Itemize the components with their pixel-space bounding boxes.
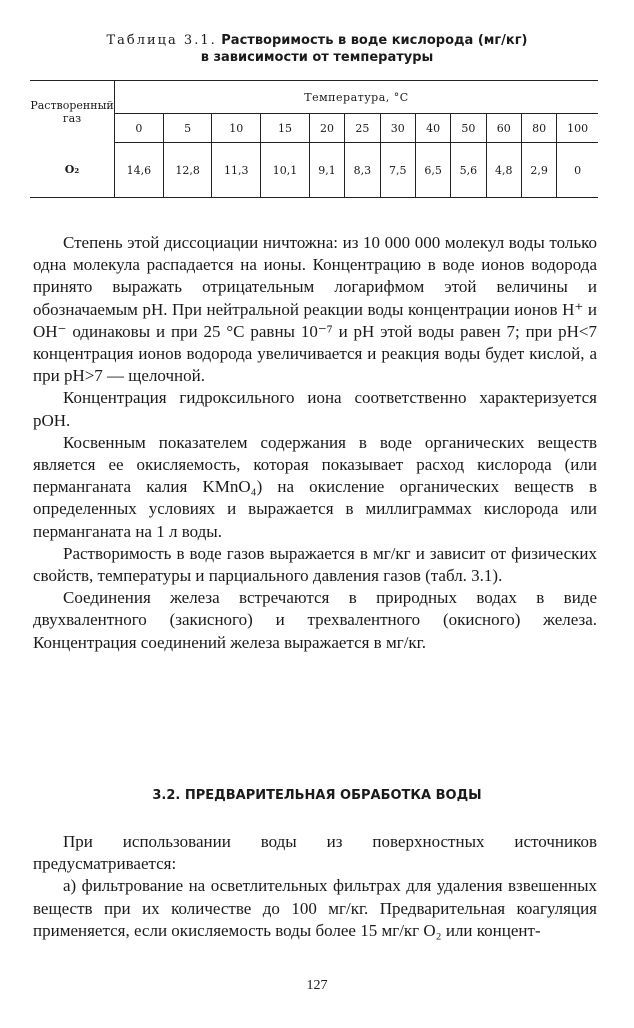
section-paragraph-filtering: а) фильтрование на осветлительных фильтрах для удаления взвешенных веществ при их количестве до 100 мг/кг. Предварительная коагуляция применяется, если окисляемость воды более 15 мг/кг O₂ или концент- <box>33 876 597 940</box>
temperature-cell: 20 <box>309 114 344 143</box>
paragraph-gas-solubility: Растворимость в воде газов выражается в мг/кг и зависит от физических свойств, температуры и парциального давления газов (табл. 3.1). <box>33 543 597 586</box>
paragraph-iron: Соединения железа встречаются в природных водах в виде двухвалентного (закисного) и трехвалентного (окисного) железа. Концентрация соединений железа выражается в мг/кг. <box>33 588 597 652</box>
gas-name-cell: O₂ <box>30 143 115 198</box>
value-cell: 2,9 <box>521 143 556 198</box>
value-cell: 9,1 <box>309 143 344 198</box>
paragraph-poh: Концентрация гидроксильного иона соответственно характеризуется pOH. <box>33 388 597 430</box>
value-cell: 7,5 <box>380 143 415 198</box>
value-cell: 8,3 <box>345 143 380 198</box>
temperature-cell: 0 <box>115 114 164 143</box>
value-cell: 6,5 <box>415 143 450 198</box>
value-cell: 0 <box>557 143 598 198</box>
table-caption <box>30 32 604 66</box>
temperature-cell: 80 <box>521 114 556 143</box>
section-title: 3.2. ПРЕДВАРИТЕЛЬНАЯ ОБРАБОТКА ВОДЫ <box>152 788 482 803</box>
value-cell: 12,8 <box>163 143 212 198</box>
temperature-cell: 15 <box>261 114 310 143</box>
page-number: 127 <box>306 978 328 993</box>
value-cell: 4,8 <box>486 143 521 198</box>
paragraph-dissociation: Степень этой диссоциации ничтожна: из 10 000 000 молекул воды только одна молекула распадается на ионы. Концентрацию в воде ионов водорода принято выражать отрицательным логарифмом этой величины и обозначаемым pH. При нейтральной реакции воды концентрации ионов H⁺ и OH⁻ одинаковы и при 25 °C равны 10⁻⁷ и pH этой воды равен 7; при pH<7 концентрация ионов водорода увеличивается и реакция воды будет кислой, а при pH>7 — щелочной. <box>33 233 597 386</box>
table-label: Таблица 3.1. <box>106 33 217 48</box>
temperature-cell: 100 <box>557 114 598 143</box>
value-cell: 11,3 <box>212 143 261 198</box>
temperature-header: Температура, °C <box>115 81 599 114</box>
oxygen-row <box>30 143 598 198</box>
temperature-cell: 60 <box>486 114 521 143</box>
table-title-line2: в зависимости от температуры <box>200 50 434 65</box>
temperature-cell: 50 <box>451 114 486 143</box>
value-cell: 14,6 <box>115 143 164 198</box>
value-cell: 5,6 <box>451 143 486 198</box>
temperature-cell: 25 <box>345 114 380 143</box>
temperature-cell: 30 <box>380 114 415 143</box>
solubility-table <box>30 80 598 198</box>
section-paragraph-intro: При использовании воды из поверхностных источников предусматривается: <box>33 832 597 874</box>
temperature-cell: 40 <box>415 114 450 143</box>
gas-column-header: Растворенный газ <box>30 81 115 143</box>
body-text <box>33 232 597 654</box>
section-text <box>33 831 597 942</box>
value-cell: 10,1 <box>261 143 310 198</box>
temperature-row <box>30 114 598 143</box>
table-title-line1: Растворимость в воде кислорода (мг/кг) <box>221 33 528 48</box>
temperature-cell: 10 <box>212 114 261 143</box>
temperature-cell: 5 <box>163 114 212 143</box>
paragraph-oxidizability: Косвенным показателем содержания в воде органических веществ является ее окисляемость, которая показывает расход кислорода (или перманганата калия KMnO₄) на окисление органических веществ в определенных условиях и выражается в миллиграммах кислорода или перманганата на 1 л воды. <box>33 432 597 541</box>
